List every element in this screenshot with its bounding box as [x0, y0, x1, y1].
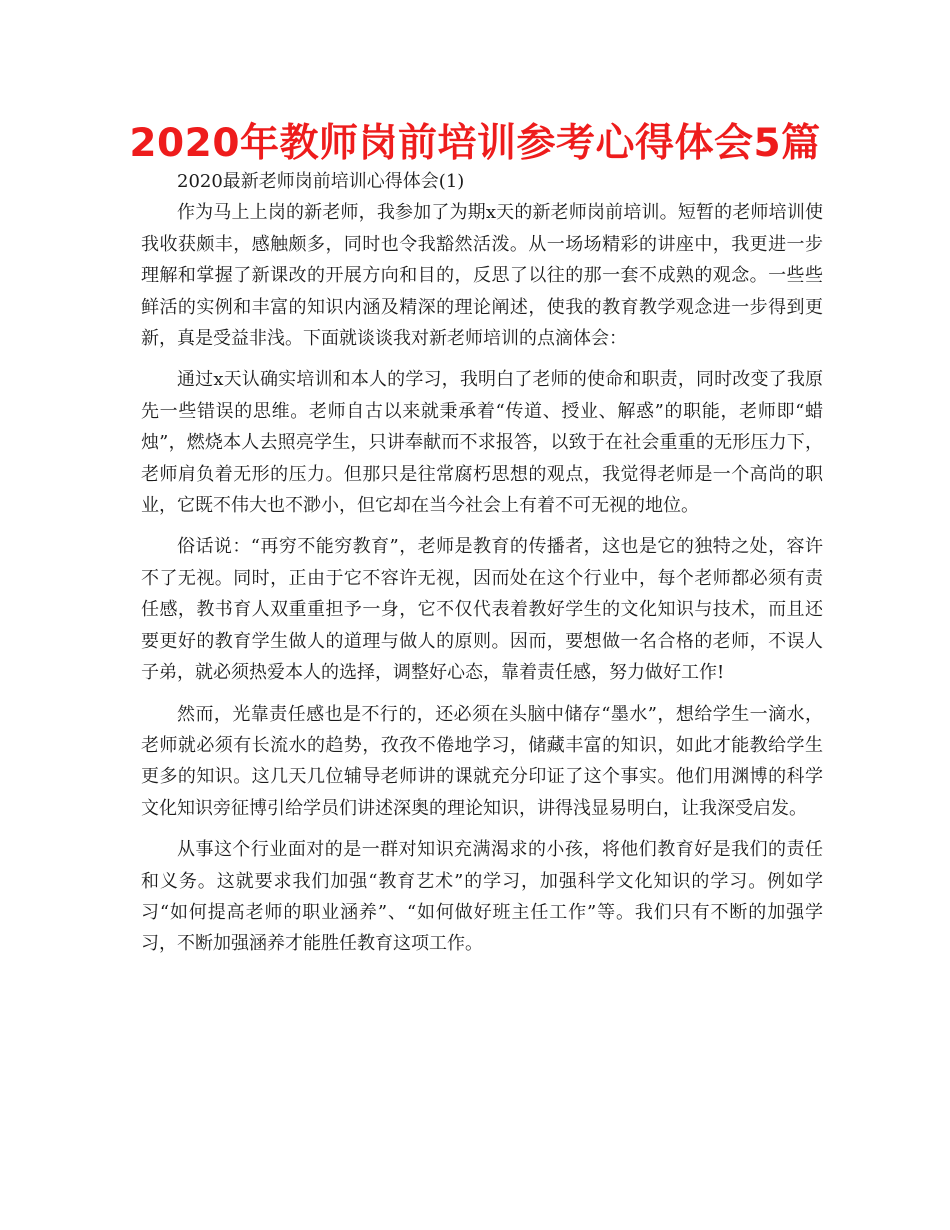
- document-body: [141, 166, 823, 970]
- document-title: 2020年教师岗前培训参考心得体会5篇: [129, 121, 821, 166]
- paragraph-1: 作为马上上岗的新老师，我参加了为期x天的新老师岗前培训。短暂的老师培训使我收获颇丰，感触颇多，同时也令我豁然活泼。从一场场精彩的讲座中，我更进一步理解和掌握了新课改的开展方向和目的，反思了以往的那一套不成熟的观念。一些些鲜活的实例和丰富的知识内涵及精深的理论阐述，使我的教育教学观念进一步得到更新，真是受益非浅。下面就谈谈我对新老师培训的点滴体会：: [141, 202, 823, 350]
- paragraph-3: 俗话说：“再穷不能穷教育”，老师是教育的传播者，这也是它的独特之处，容许不了无视。同时，正由于它不容许无视，因而处在这个行业中，每个老师都必须有责任感，教书育人双重重担予一身，它不仅代表着教好学生的文化知识与技术，而且还要更好的教育学生做人的道理与做人的原则。因而，要想做一名合格的老师，不误人子弟，就必须热爱本人的选择，调整好心态，靠着责任感，努力做好工作!: [141, 536, 823, 684]
- paragraph-4: 然而，光靠责任感也是不行的，还必须在头脑中储存“墨水”，想给学生一滴水，老师就必须有长流水的趋势，孜孜不倦地学习，储藏丰富的知识，如此才能教给学生更多的知识。这几天几位辅导老师讲的课就充分印证了这个事实。他们用渊博的科学文化知识旁征博引给学员们讲述深奥的理论知识，讲得浅显易明白，让我深受启发。: [141, 703, 823, 819]
- document-subtitle: 2020最新老师岗前培训心得体会(1): [177, 171, 465, 192]
- paragraph-2: 通过x天认确实培训和本人的学习，我明白了老师的使命和职责，同时改变了我原先一些错误的思维。老师自古以来就秉承着“传道、授业、解惑”的职能，老师即“蜡烛”，燃烧本人去照亮学生，只讲奉献而不求报答，以致于在社会重重的无形压力下，老师肩负着无形的压力。但那只是往常腐朽思想的观点，我觉得老师是一个高尚的职业，它既不伟大也不渺小，但它却在当今社会上有着不可无视的地位。: [141, 369, 823, 517]
- paragraph-5: 从事这个行业面对的是一群对知识充满渴求的小孩，将他们教育好是我们的责任和义务。这就要求我们加强“教育艺术”的学习，加强科学文化知识的学习。例如学习“如何提高老师的职业涵养”、“如何做好班主任工作”等。我们只有不断的加强学习，不断加强涵养才能胜任教育这项工作。: [141, 839, 823, 955]
